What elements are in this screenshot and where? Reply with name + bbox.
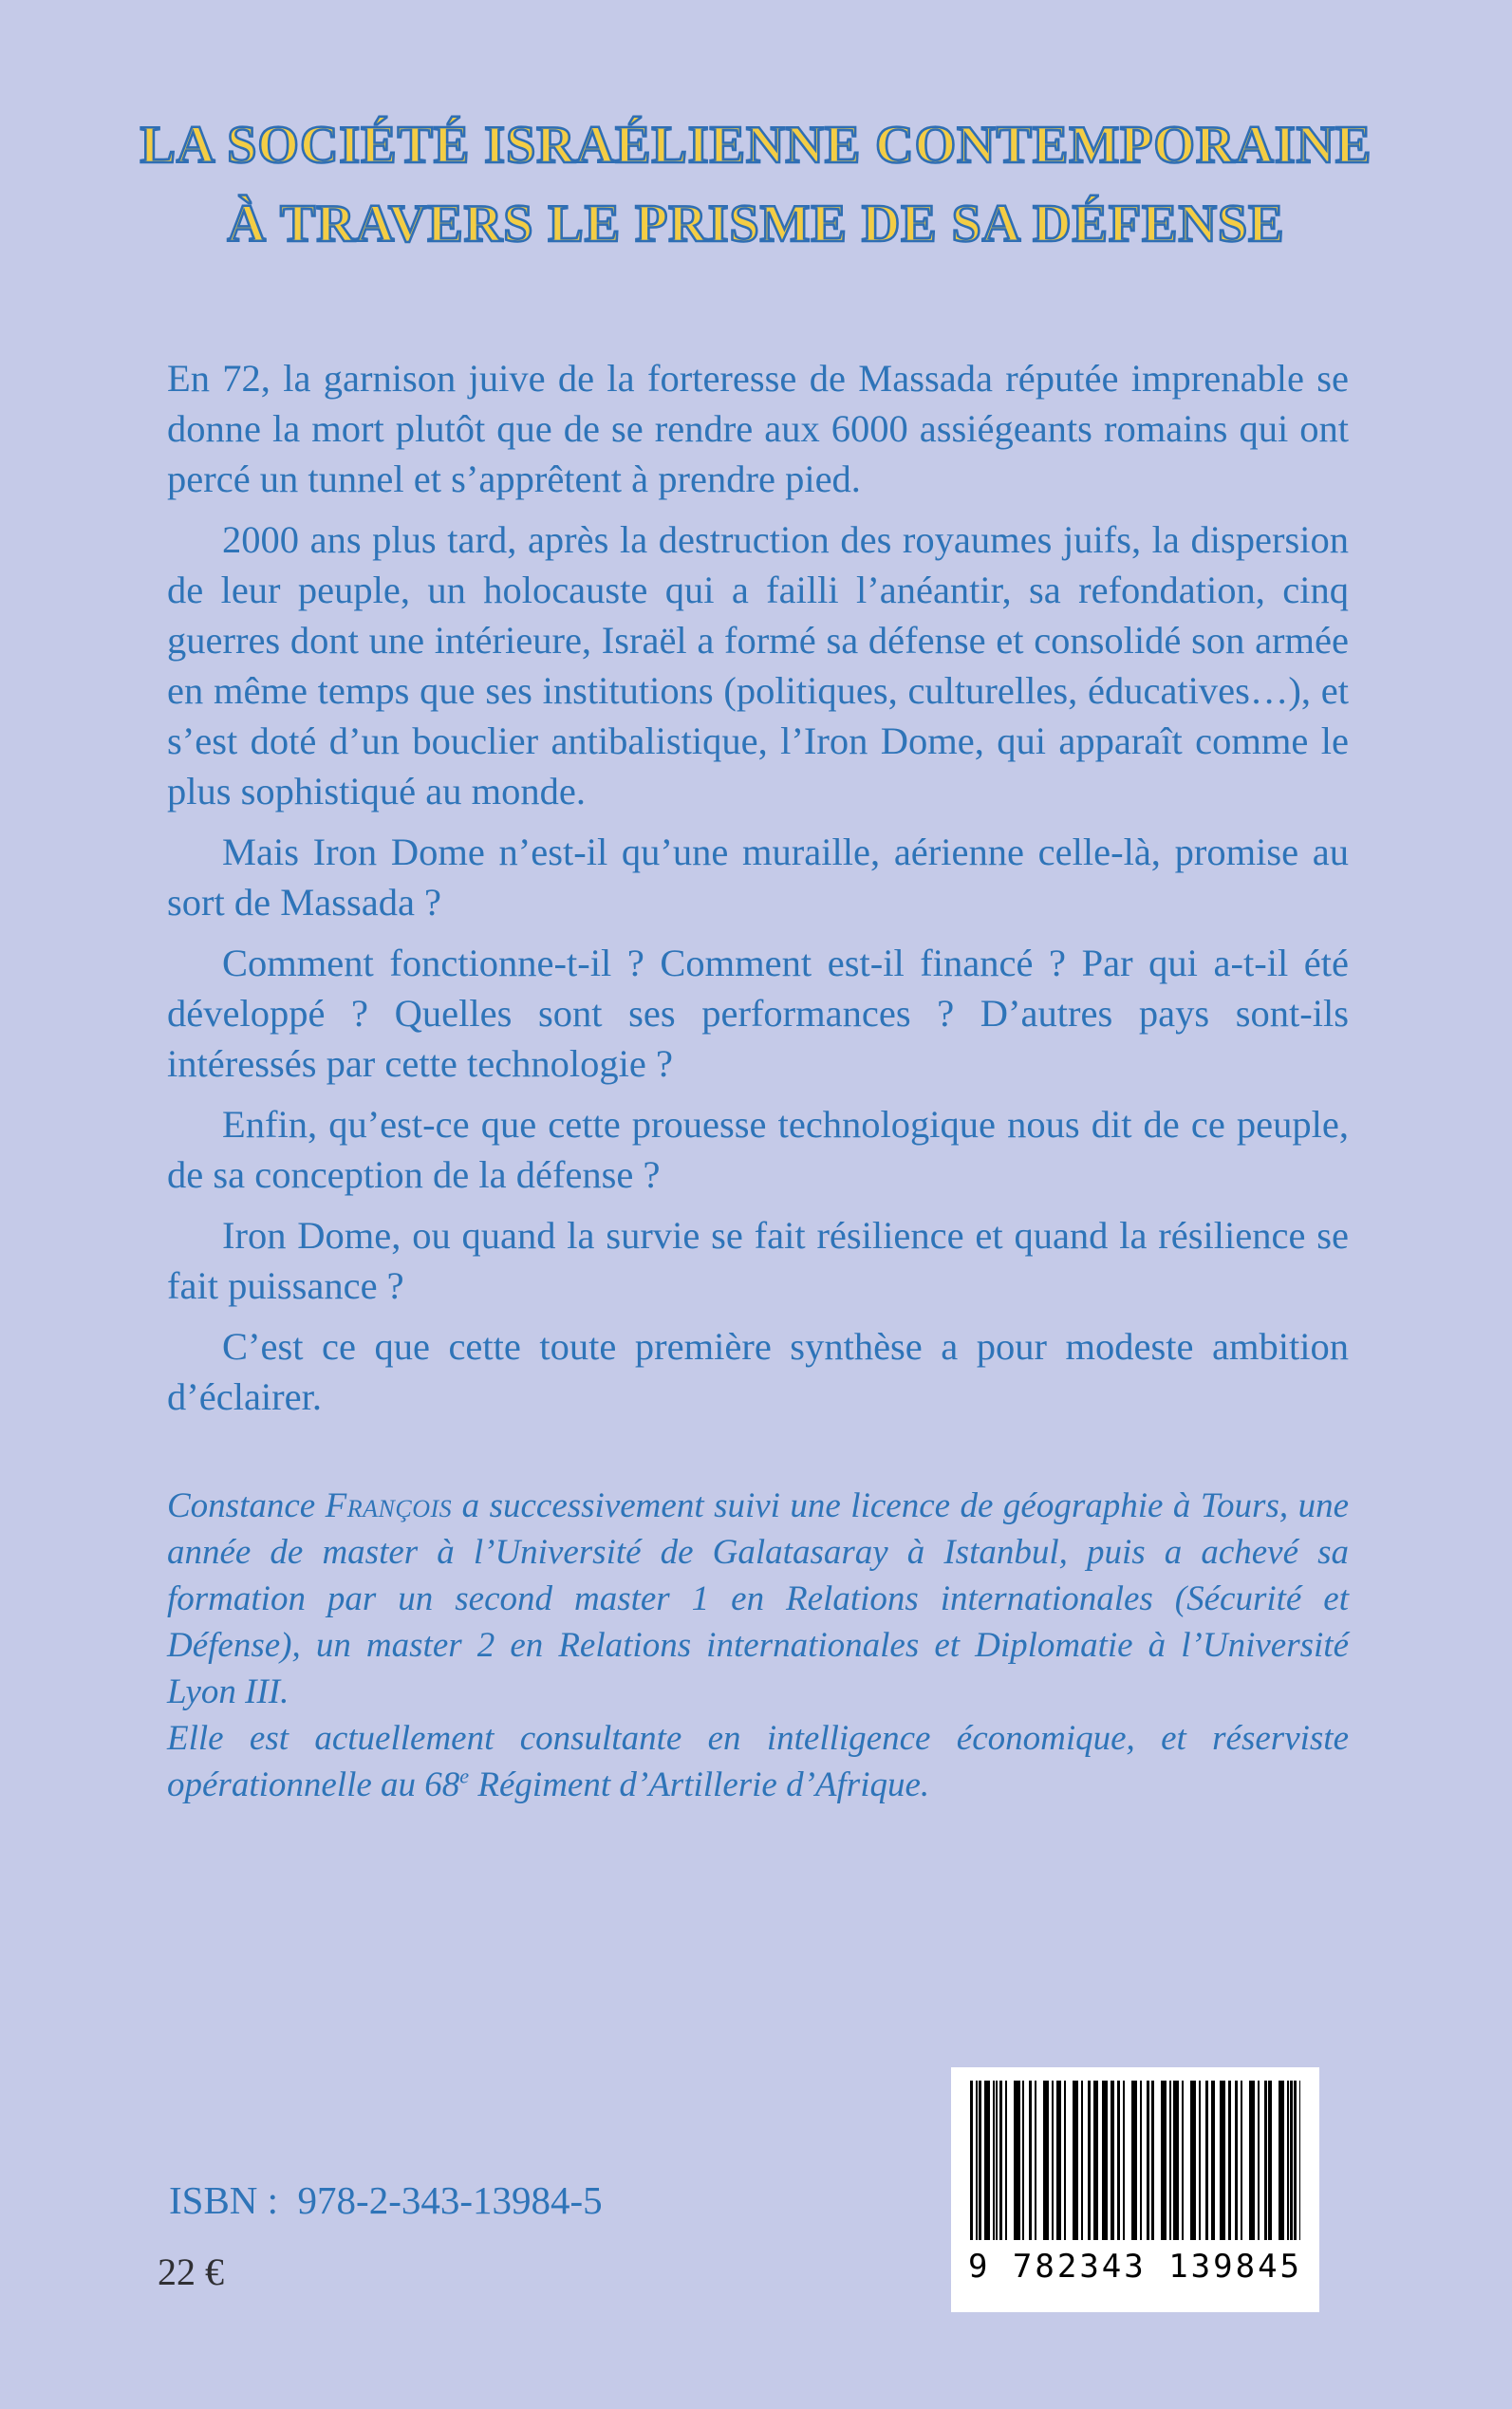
price-text: 22 € xyxy=(158,2250,224,2293)
barcode xyxy=(951,2067,1319,2312)
book-title-line-2: À TRAVERS LE PRISME DE SA DÉFENSE xyxy=(227,194,1285,253)
synopsis xyxy=(167,353,1349,1422)
author-last-name: François xyxy=(325,1485,453,1525)
synopsis-paragraph: Iron Dome, ou quand la survie se fait résilience et quand la résilience se fait puissance ? xyxy=(167,1213,1349,1307)
bio-text-3: Régiment d’Artillerie d’Afrique. xyxy=(469,1765,930,1804)
synopsis-paragraph: Comment fonctionne-t-il ? Comment est-il financé ? Par qui a-t-il été développé ? Quelles sont ses performances ? D’autres pays sont-ils intéressés par cette technologie ? xyxy=(167,941,1349,1085)
barcode-bars xyxy=(970,2081,1300,2240)
synopsis-paragraph: 2000 ans plus tard, après la destruction des royaumes juifs, la dispersion de leur peuple, un holocauste qui a failli l’anéantir, sa refondation, cinq guerres dont une intérieure, Israël a formé sa défense et consolidé son armée en même temps que ses institutions (politiques, culturelles, éducatives…), et s’est doté d’un bouclier antibalistique, l’Iron Dome, qui apparaît comme le plus sophistiqué au monde. xyxy=(167,517,1349,812)
bio-paragraph-1 xyxy=(167,1483,1349,1715)
author-bio xyxy=(167,1483,1349,1808)
bio-text-1: a successivement suivi une licence de géographie à Tours, une année de master à l’Université de Galatasaray à Istanbul, puis a achevé sa formation par un second master 1 en Relations internationales (Sécurité et Défense), un master 2 en Relations internationales et Diplomatie à l’Université Lyon III. xyxy=(167,1485,1349,1711)
synopsis-paragraph: En 72, la garnison juive de la forteresse de Massada réputée imprenable se donne la mort plutôt que de se rendre aux 6000 assiégeants romains qui ont percé un tunnel et s’apprêtent à prendre pied. xyxy=(167,356,1349,500)
isbn-text: ISBN : 978-2-343-13984-5 xyxy=(169,2178,603,2222)
bio-paragraph-2 xyxy=(167,1715,1349,1808)
barcode-number: 9 782343 139845 xyxy=(967,2248,1303,2286)
synopsis-paragraph: C’est ce que cette toute première synthèse a pour modeste ambition d’éclairer. xyxy=(167,1324,1349,1418)
synopsis-paragraph: Enfin, qu’est-ce que cette prouesse technologique nous dit de ce peuple, de sa conception de la défense ? xyxy=(167,1102,1349,1196)
bio-superscript: e xyxy=(459,1764,470,1788)
bio-text-2: Elle est actuellement consultante en intelligence économique, et réserviste opérationnelle au 68 xyxy=(167,1718,1349,1804)
title-block xyxy=(0,0,1512,264)
book-title-line-1: LA SOCIÉTÉ ISRAÉLIENNE CONTEMPORAINE xyxy=(140,116,1372,175)
author-first-name: Constance xyxy=(167,1485,326,1525)
synopsis-paragraph: Mais Iron Dome n’est-il qu’une muraille, aérienne celle-là, promise au sort de Massada ? xyxy=(167,830,1349,924)
